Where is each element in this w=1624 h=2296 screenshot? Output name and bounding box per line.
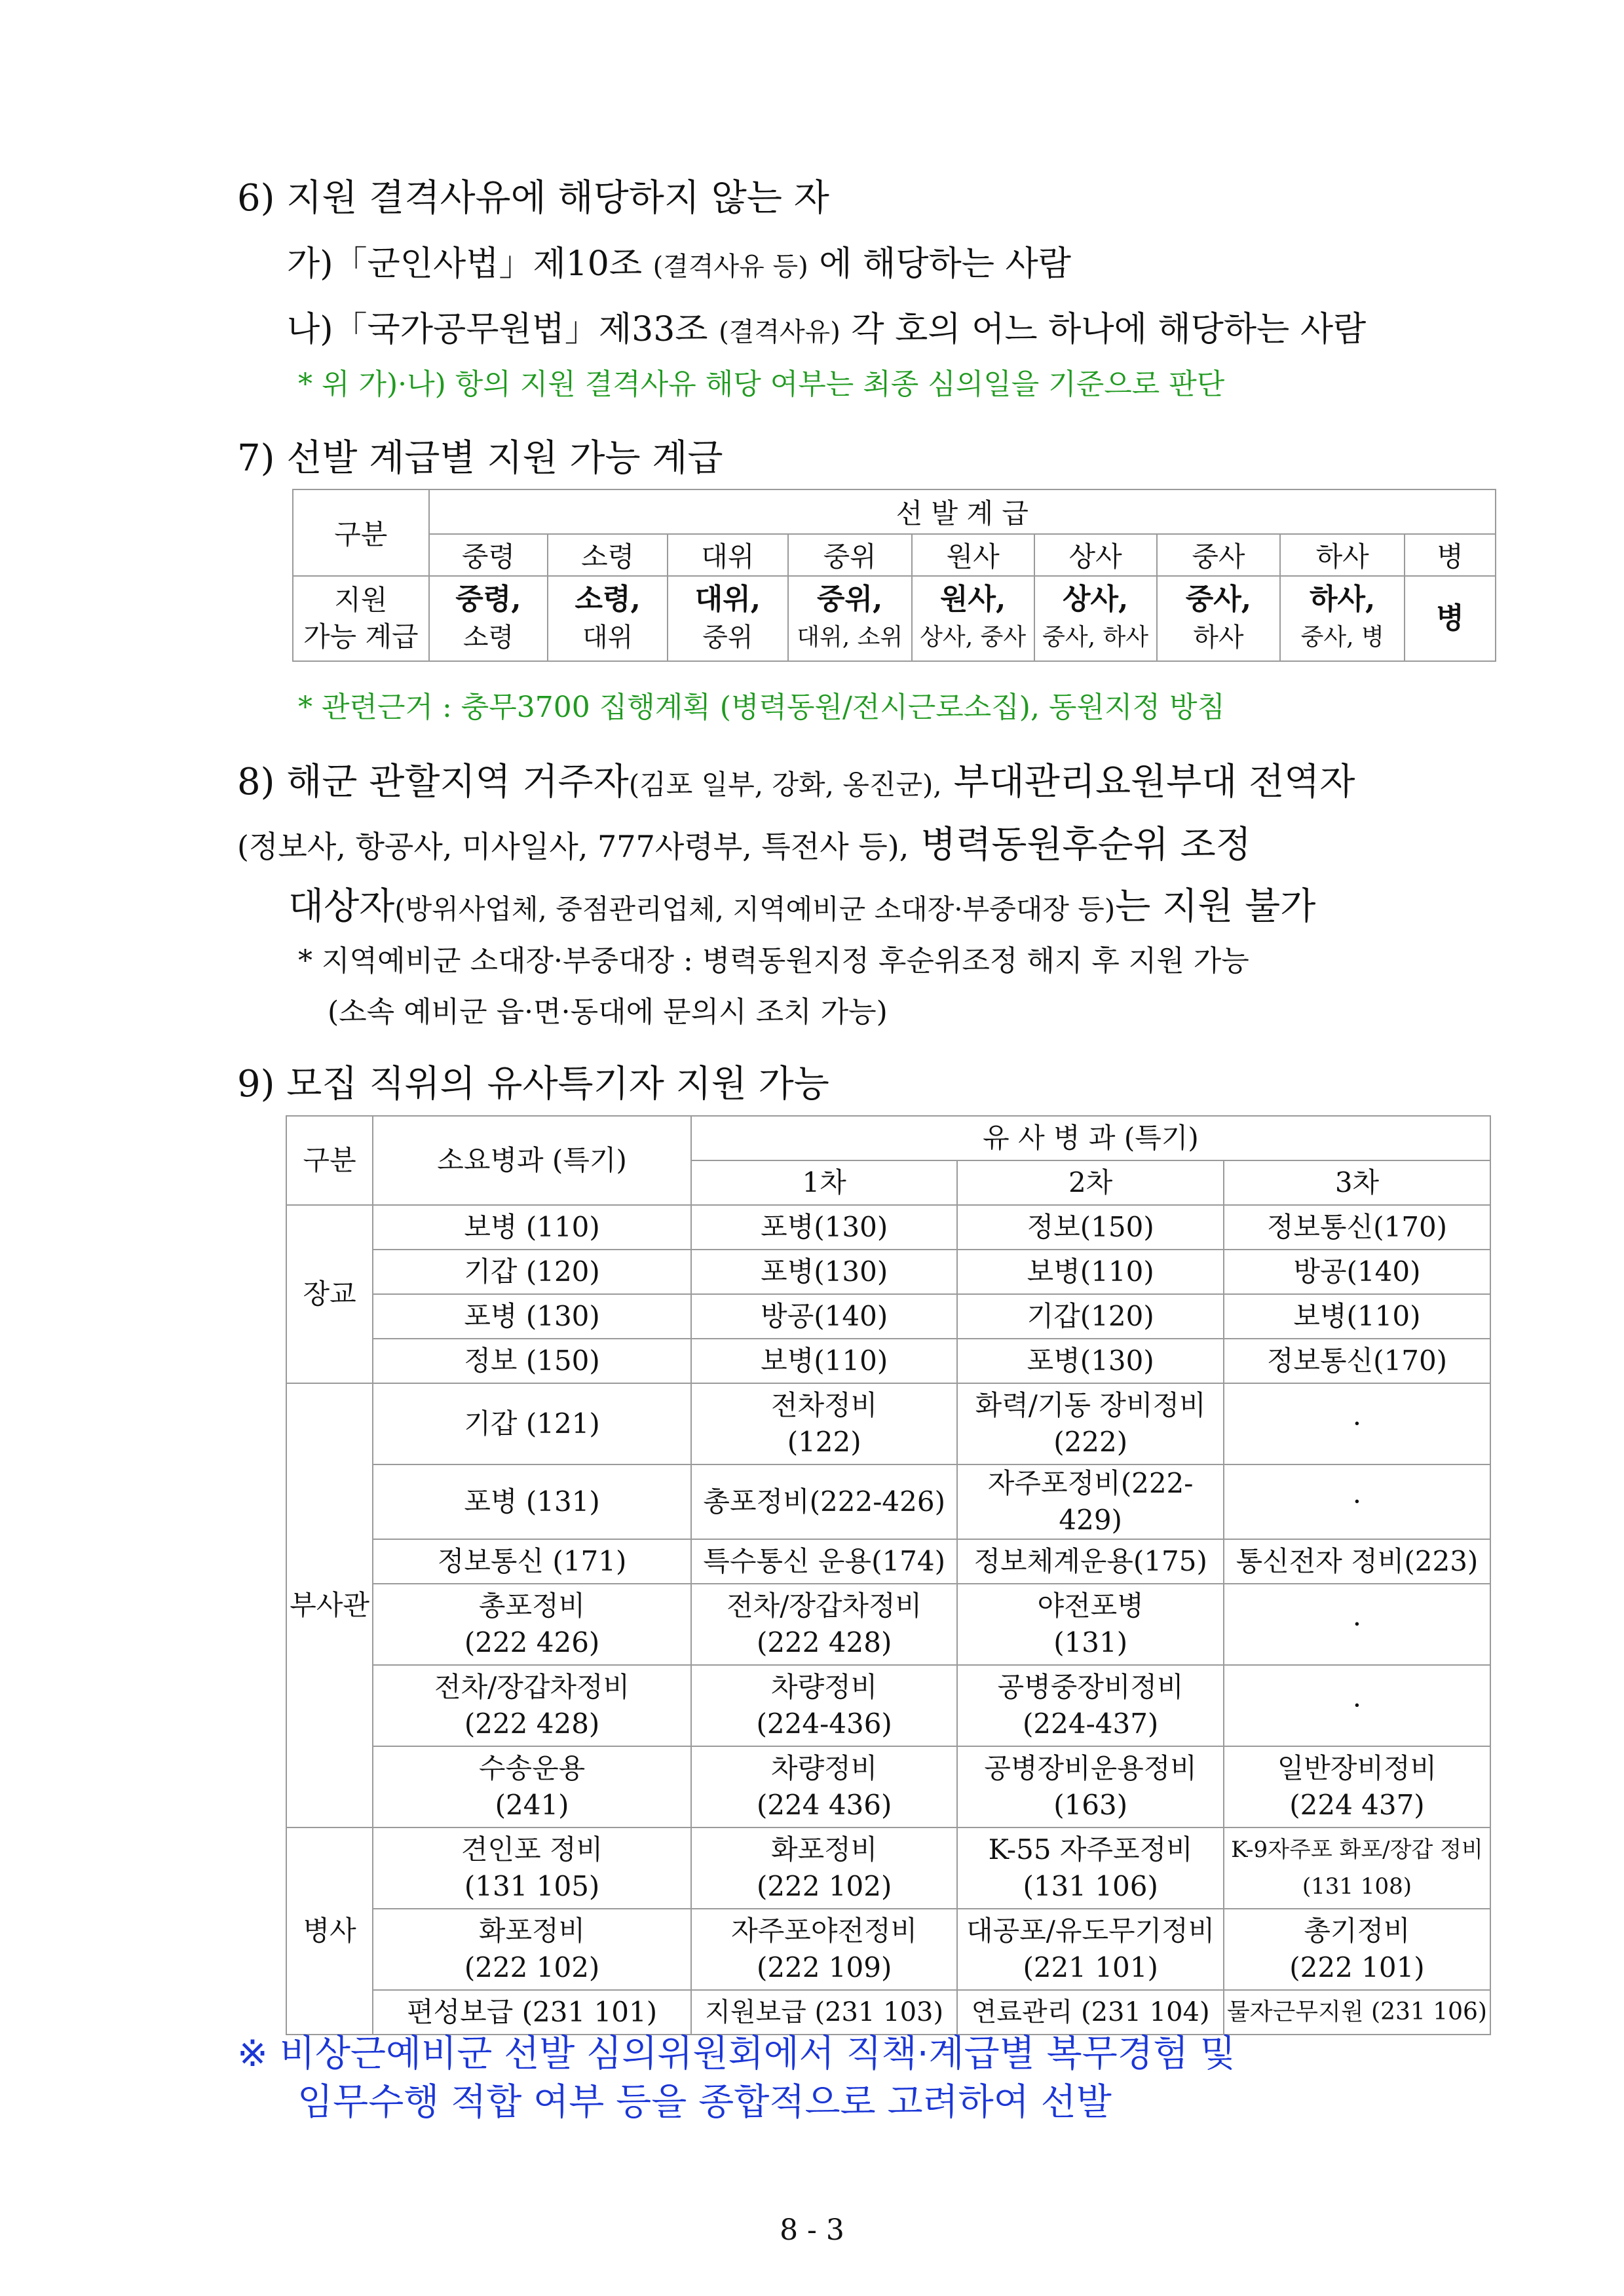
rank-header: 병 bbox=[1405, 534, 1496, 576]
eligible-sub: 소령 bbox=[463, 622, 514, 653]
similar-1-cell: 전차/장갑차정비 (222 428) bbox=[691, 1584, 958, 1665]
group-officer: 장교 bbox=[286, 1205, 373, 1383]
similar-1-cell: 화포정비 (222 102) bbox=[691, 1827, 958, 1909]
line-3-small: (방위사업체, 중점관리업체, 지역예비군 소대장·부중대장 등) bbox=[394, 893, 1116, 925]
eligible-sub: 대위 bbox=[582, 622, 633, 653]
required-cell: 수송운용 (241) bbox=[373, 1746, 691, 1827]
section-6-item-b bbox=[287, 301, 1366, 351]
row-label-2: 가능 계급 bbox=[303, 621, 419, 653]
rank-header-row bbox=[293, 534, 1496, 576]
eligible-cell bbox=[788, 576, 912, 661]
similar-3-cell: 정보통신(170) bbox=[1224, 1339, 1490, 1383]
header-2nd: 2차 bbox=[957, 1160, 1224, 1205]
table-row bbox=[286, 1205, 1490, 1250]
eligible-sub: 상사, 중사 bbox=[920, 624, 1027, 651]
similar-3-cell: · bbox=[1224, 1665, 1490, 1746]
group-enlisted: 병사 bbox=[286, 1827, 373, 2035]
item-b-text: 나)「국가공무원법」제33조 bbox=[287, 310, 719, 349]
item-b-small: (결격사유) bbox=[719, 317, 840, 347]
similar-3-cell: · bbox=[1224, 1584, 1490, 1665]
similar-3-cell: 총기정비 (222 101) bbox=[1224, 1909, 1490, 1990]
header-gubun: 구분 bbox=[293, 489, 429, 576]
table-row bbox=[286, 1665, 1490, 1746]
eligible-row bbox=[293, 576, 1496, 661]
group-nco: 부사관 bbox=[286, 1383, 373, 1827]
eligible-cell bbox=[668, 576, 788, 661]
row-label bbox=[293, 576, 429, 661]
similar-2-cell: 야전포병 (131) bbox=[957, 1584, 1224, 1665]
similar-2-cell: 정보(150) bbox=[957, 1205, 1224, 1250]
similar-1-cell: 차량정비 (224-436) bbox=[691, 1665, 958, 1746]
section-8-line-3 bbox=[237, 877, 1495, 940]
similar-2-cell: 공병중장비정비 (224-437) bbox=[957, 1665, 1224, 1746]
header-group: 선 발 계 급 bbox=[429, 489, 1496, 534]
required-cell: 포병 (131) bbox=[373, 1464, 691, 1539]
required-cell: 보병 (110) bbox=[373, 1205, 691, 1250]
eligible-sub: 대위, 소위 bbox=[797, 624, 903, 651]
eligible-main: 중령, bbox=[455, 583, 521, 616]
section-7-heading: 7) 선발 계급별 지원 가능 계급 bbox=[237, 437, 723, 480]
line-1-text: 8) 해군 관할지역 거주자 bbox=[237, 761, 629, 803]
row-label-1: 지원 bbox=[334, 584, 388, 616]
eligible-sub: 중위 bbox=[702, 622, 753, 653]
required-cell: 총포정비 (222 426) bbox=[373, 1584, 691, 1665]
item-a-small: (결격사유 등) bbox=[652, 252, 808, 282]
rank-header: 하사 bbox=[1280, 534, 1405, 576]
line-1-tail: 부대관리요원부대 전역자 bbox=[941, 761, 1355, 803]
eligible-main: 원사, bbox=[939, 583, 1006, 616]
section-6-note: * 위 가)·나) 항의 지원 결격사유 해당 여부는 최종 심의일을 기준으로 판단 bbox=[298, 368, 1225, 401]
similar-1-cell: 포병(130) bbox=[691, 1205, 958, 1250]
eligible-cell bbox=[548, 576, 668, 661]
table-row bbox=[286, 1294, 1490, 1339]
section-7-note: * 관련근거 : 충무3700 집행계획 (병력동원/전시근로소집), 동원지정 방침 bbox=[298, 691, 1225, 724]
rank-header: 상사 bbox=[1034, 534, 1157, 576]
header-required: 소요병과 (특기) bbox=[373, 1116, 691, 1205]
final-note bbox=[237, 2030, 1236, 2127]
eligible-main: 상사, bbox=[1062, 583, 1129, 616]
table-row bbox=[286, 1339, 1490, 1383]
section-6-item-a bbox=[287, 236, 1071, 285]
eligible-cell bbox=[1157, 576, 1281, 661]
item-b-tail: 각 호의 어느 하나에 해당하는 사람 bbox=[840, 310, 1367, 349]
eligible-sub: 하사 bbox=[1193, 622, 1244, 653]
similar-3-cell: 정보통신(170) bbox=[1224, 1205, 1490, 1250]
similar-2-cell: 보병(110) bbox=[957, 1250, 1224, 1294]
rank-header: 대위 bbox=[668, 534, 788, 576]
rank-header: 원사 bbox=[912, 534, 1034, 576]
rank-header: 중위 bbox=[788, 534, 912, 576]
table-row bbox=[286, 1584, 1490, 1665]
similar-1-cell: 전차정비 (122) bbox=[691, 1383, 958, 1464]
final-note-line-1: ※ 비상근예비군 선발 심의위원회에서 직책·계급별 복무경험 및 bbox=[237, 2033, 1236, 2075]
required-cell: 화포정비 (222 102) bbox=[373, 1909, 691, 1990]
table-row bbox=[286, 1827, 1490, 1909]
table-row bbox=[286, 1909, 1490, 1990]
required-cell: 전차/장갑차정비 (222 428) bbox=[373, 1665, 691, 1746]
similar-2-cell: 정보체계운용(175) bbox=[957, 1539, 1224, 1584]
similar-1-cell: 특수통신 운용(174) bbox=[691, 1539, 958, 1584]
section-6-heading: 6) 지원 결격사유에 해당하지 않는 자 bbox=[237, 177, 829, 220]
section-8-line-1 bbox=[237, 752, 1495, 815]
similar-3-cell: 방공(140) bbox=[1224, 1250, 1490, 1294]
required-cell: 정보 (150) bbox=[373, 1339, 691, 1383]
required-cell: 기갑 (120) bbox=[373, 1250, 691, 1294]
eligible-main: 하사, bbox=[1310, 583, 1376, 616]
similar-3-cell: K-9자주포 화포/장갑 정비 (131 108) bbox=[1224, 1827, 1490, 1909]
required-cell: 기갑 (121) bbox=[373, 1383, 691, 1464]
section-8-paragraph bbox=[237, 752, 1495, 940]
similar-1-cell: 포병(130) bbox=[691, 1250, 958, 1294]
eligible-cell bbox=[1280, 576, 1405, 661]
required-cell: 정보통신 (171) bbox=[373, 1539, 691, 1584]
required-cell: 편성보급 (231 101) bbox=[373, 1990, 691, 2035]
similar-1-cell: 지원보급 (231 103) bbox=[691, 1990, 958, 2035]
header-3rd: 3차 bbox=[1224, 1160, 1490, 1205]
rank-header: 소령 bbox=[548, 534, 668, 576]
similar-1-cell: 방공(140) bbox=[691, 1294, 958, 1339]
eligible-main: 소령, bbox=[575, 583, 641, 616]
table-row bbox=[286, 1250, 1490, 1294]
item-a-tail: 에 해당하는 사람 bbox=[808, 244, 1071, 284]
page-number: 8 - 3 bbox=[780, 2213, 844, 2247]
similar-2-cell: 기갑(120) bbox=[957, 1294, 1224, 1339]
similar-1-cell: 차량정비 (224 436) bbox=[691, 1746, 958, 1827]
table-row bbox=[286, 1539, 1490, 1584]
eligible-main: 중사, bbox=[1185, 583, 1252, 616]
section-8-line-2 bbox=[237, 815, 1495, 877]
similar-2-cell: 자주포정비(222-429) bbox=[957, 1464, 1224, 1539]
table-row bbox=[286, 1990, 1490, 2035]
table-row bbox=[286, 1746, 1490, 1827]
item-a-text: 가)「군인사법」제10조 bbox=[287, 244, 653, 284]
rank-header: 중령 bbox=[429, 534, 548, 576]
similar-3-cell: 물자근무지원 (231 106) bbox=[1224, 1990, 1490, 2035]
similar-2-cell: 화력/기동 장비정비 (222) bbox=[957, 1383, 1224, 1464]
similar-specialty-table bbox=[286, 1115, 1491, 2035]
line-2-tail: 병력동원후순위 조정 bbox=[909, 824, 1251, 866]
eligible-cell bbox=[429, 576, 548, 661]
similar-2-cell: K-55 자주포정비 (131 106) bbox=[957, 1827, 1224, 1909]
similar-3-cell: 일반장비정비 (224 437) bbox=[1224, 1746, 1490, 1827]
required-cell: 포병 (130) bbox=[373, 1294, 691, 1339]
table-row bbox=[286, 1383, 1490, 1464]
eligible-main: 병 bbox=[1436, 602, 1464, 635]
header-similar: 유 사 병 과 (특기) bbox=[691, 1116, 1490, 1160]
final-note-line-2: 임무수행 적합 여부 등을 종합적으로 고려하여 선발 bbox=[297, 2081, 1112, 2124]
section-8-note-2: (소속 예비군 읍·면·동대에 문의시 조치 가능) bbox=[328, 995, 888, 1029]
similar-3-cell: · bbox=[1224, 1464, 1490, 1539]
header-1st: 1차 bbox=[691, 1160, 958, 1205]
similar-2-cell: 연료관리 (231 104) bbox=[957, 1990, 1224, 2035]
line-3-tail: 는 지원 불가 bbox=[1115, 885, 1316, 928]
eligible-sub: 중사, 병 bbox=[1300, 624, 1384, 651]
similar-1-cell: 보병(110) bbox=[691, 1339, 958, 1383]
similar-1-cell: 총포정비(222-426) bbox=[691, 1464, 958, 1539]
section-9-heading: 9) 모집 직위의 유사특기자 지원 가능 bbox=[237, 1063, 829, 1105]
eligible-main: 대위, bbox=[694, 583, 761, 616]
eligible-cell bbox=[1034, 576, 1157, 661]
eligible-cell bbox=[1405, 576, 1496, 661]
similar-3-cell: 통신전자 정비(223) bbox=[1224, 1539, 1490, 1584]
eligible-sub: 중사, 하사 bbox=[1042, 624, 1149, 651]
similar-2-cell: 공병장비운용정비 (163) bbox=[957, 1746, 1224, 1827]
rank-eligibility-table bbox=[292, 489, 1496, 662]
similar-1-cell: 자주포야전정비 (222 109) bbox=[691, 1909, 958, 1990]
line-3-text: 대상자 bbox=[288, 885, 395, 928]
required-cell: 견인포 정비 (131 105) bbox=[373, 1827, 691, 1909]
header-gubun: 구분 bbox=[286, 1116, 373, 1205]
similar-2-cell: 포병(130) bbox=[957, 1339, 1224, 1383]
eligible-cell bbox=[912, 576, 1034, 661]
similar-2-cell: 대공포/유도무기정비 (221 101) bbox=[957, 1909, 1224, 1990]
similar-3-cell: 보병(110) bbox=[1224, 1294, 1490, 1339]
eligible-main: 중위, bbox=[817, 583, 883, 616]
section-8-note-1: * 지역예비군 소대장·부중대장 : 병력동원지정 후순위조정 해지 후 지원 가능 bbox=[298, 944, 1249, 978]
rank-header: 중사 bbox=[1157, 534, 1281, 576]
similar-3-cell: · bbox=[1224, 1383, 1490, 1464]
line-1-small: (김포 일부, 강화, 옹진군), bbox=[628, 769, 942, 801]
line-2-small: (정보사, 항공사, 미사일사, 777사령부, 특전사 등), bbox=[237, 829, 909, 864]
table-row bbox=[286, 1464, 1490, 1539]
